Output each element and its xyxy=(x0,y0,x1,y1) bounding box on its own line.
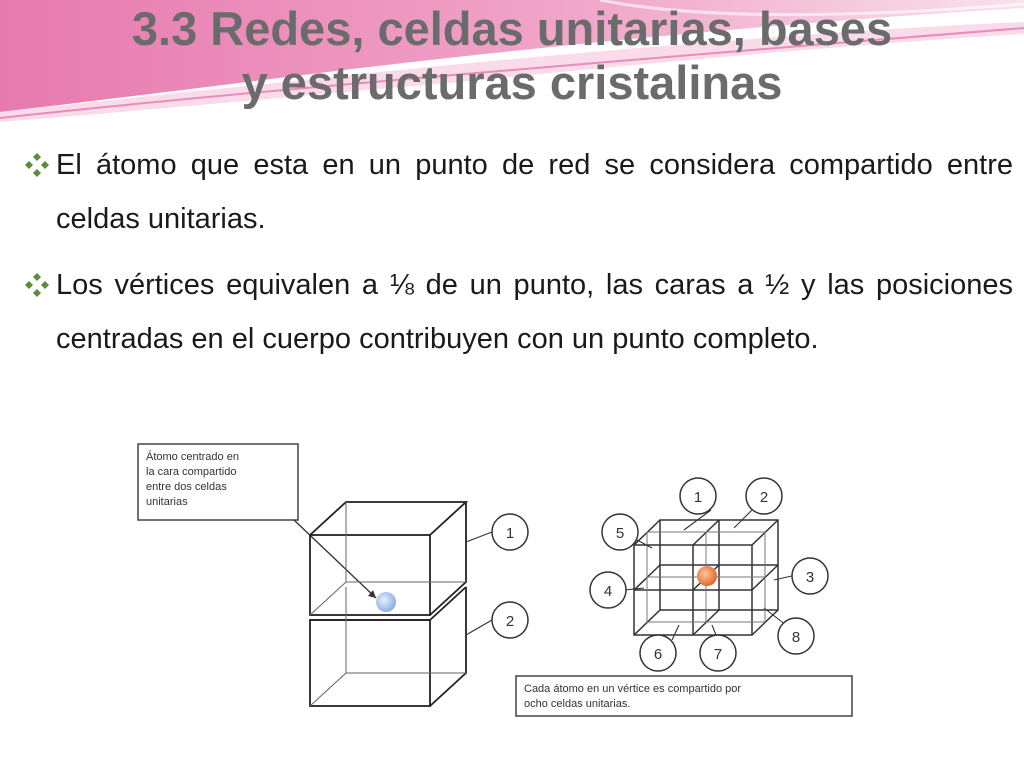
diamond-cluster-icon xyxy=(18,138,56,192)
right-label-7 xyxy=(700,635,736,671)
callout-face-line-4: unitarias xyxy=(146,496,188,508)
callout-face-line-3: entre dos celdas xyxy=(146,481,227,493)
right-label-2 xyxy=(746,478,782,514)
svg-text:2: 2 xyxy=(505,613,515,630)
svg-text:7: 7 xyxy=(713,646,723,663)
slide-title xyxy=(0,2,1024,110)
svg-text:2: 2 xyxy=(759,489,769,506)
right-label-1 xyxy=(680,478,716,514)
left-label-1 xyxy=(492,514,528,550)
callout-vertex-line-1: Cada átomo en un vértice es compartido por xyxy=(524,683,742,695)
right-label-8 xyxy=(778,618,814,654)
callout-vertex-line-2: ocho celdas unitarias. xyxy=(524,698,631,710)
bullet-list xyxy=(18,138,1013,378)
right-label-5 xyxy=(602,514,638,550)
bullet-item-2 xyxy=(18,258,1013,366)
face-atom xyxy=(376,592,396,612)
right-label-4 xyxy=(590,572,626,608)
callout-arrow xyxy=(294,520,376,598)
svg-text:4: 4 xyxy=(603,583,613,600)
right-label-6 xyxy=(640,635,676,671)
svg-text:6: 6 xyxy=(653,646,663,663)
bullet-item-1 xyxy=(18,138,1013,246)
callout-face-line-2: la cara compartido xyxy=(146,466,237,478)
right-label-3 xyxy=(792,558,828,594)
svg-text:8: 8 xyxy=(791,629,801,646)
unit-cell-figure xyxy=(124,430,874,745)
left-label-2 xyxy=(492,602,528,638)
callout-face-shared xyxy=(138,444,298,520)
bullet-text-1: El átomo que esta en un punto de red se considera compartido entre celdas unitarias. xyxy=(56,149,1013,235)
svg-text:5: 5 xyxy=(615,525,625,542)
svg-text:3: 3 xyxy=(805,569,815,586)
bullet-text-2: Los vértices equivalen a ⅛ de un punto, las caras a ½ y las posiciones centradas en el cuerpo contribuyen con un punto completo. xyxy=(56,269,1013,355)
vertex-atom xyxy=(697,566,717,586)
svg-text:1: 1 xyxy=(693,489,703,506)
title-line-2: y estructuras cristalinas xyxy=(241,56,783,109)
callout-face-line-1: Átomo centrado en xyxy=(146,451,239,463)
callout-vertex-shared xyxy=(516,676,852,716)
svg-text:1: 1 xyxy=(505,525,515,542)
title-line-1: 3.3 Redes, celdas unitarias, bases xyxy=(131,2,893,55)
diamond-cluster-icon xyxy=(18,258,56,312)
